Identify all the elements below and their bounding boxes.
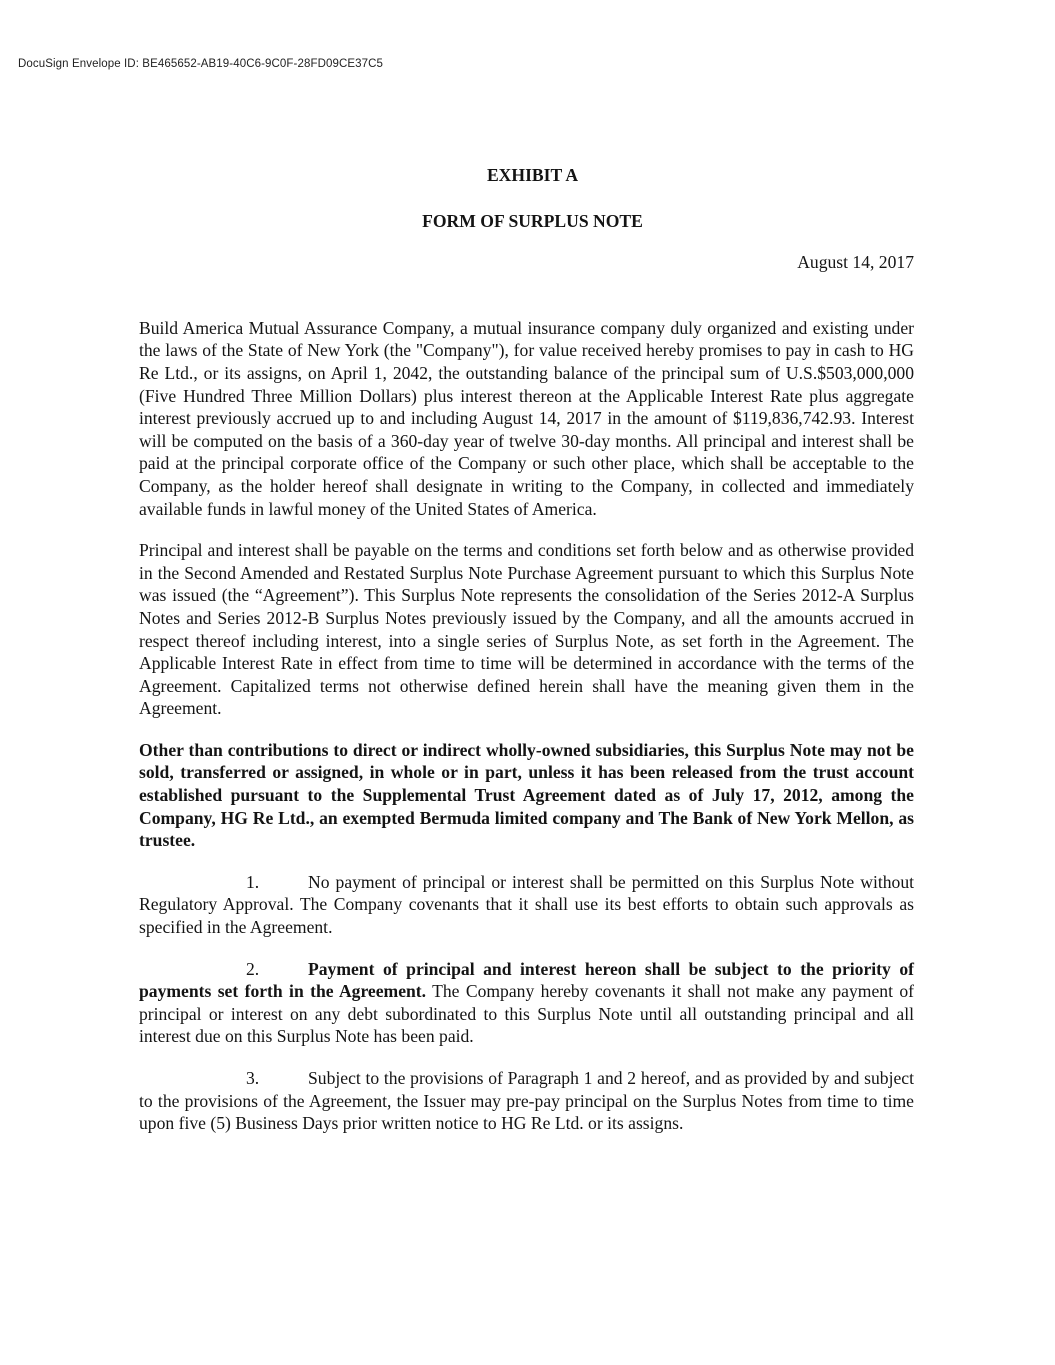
numbered-paragraph-text: No payment of principal or interest shall be permitted on this Surplus Note without Regulatory Approval. The Company covenants that it shall use its best efforts to obtain such approvals as specified in the Agreement. <box>139 871 914 938</box>
exhibit-title: EXHIBIT A <box>486 165 579 185</box>
numbered-paragraph-3 <box>139 1067 914 1135</box>
paragraph-number: 1. <box>246 871 260 892</box>
docusign-envelope-id: DocuSign Envelope ID: BE465652-AB19-40C6-9C0F-28FD09CE37C5 <box>18 58 384 70</box>
paragraph-transfer-restriction: Other than contributions to direct or indirect wholly-owned subsidiaries, this Surplus Note may not be sold, transferred or assigned, in whole or in part, unless it has been released from the trust account established pursuant to the Supplemental Trust Agreement dated as of July 17, 2012, among the Company, HG Re Ltd., an exempted Bermuda limited company and The Bank of New York Mellon, as trustee. <box>139 739 914 851</box>
document-date: August 14, 2017 <box>797 252 914 273</box>
paragraph-terms: Principal and interest shall be payable on the terms and conditions set forth below and as otherwise provided in the Second Amended and Restated Surplus Note Purchase Agreement pursuant to which this Surplus Note was issued (the “Agreement”). This Surplus Note represents the consolidation of the Series 2012-A Surplus Notes and Series 2012-B Surplus Notes previously issued by the Company, and all the amounts accrued in respect thereof including interest, into a single series of Surplus Note, as set forth in the Agreement. The Applicable Interest Rate in effect from time to time will be determined in accordance with the terms of the Agreement. Capitalized terms not otherwise defined herein shall have the meaning given them in the Agreement. <box>139 540 914 719</box>
document-body <box>139 164 914 1154</box>
numbered-paragraph-text: Subject to the provisions of Paragraph 1 and 2 hereof, and as provided by and subject to the provisions of the Agreement, the Issuer may pre-pay principal on the Surplus Notes from time to time upon five (5) Business Days prior written notice to HG Re Ltd. or its assigns. <box>139 1068 914 1134</box>
numbered-paragraph-bold-text: Payment of principal and interest hereon shall be subject to the priority of payments set forth in the Agreement. <box>139 958 914 1002</box>
form-title: FORM OF SURPLUS NOTE <box>422 210 643 231</box>
paragraph-promise-to-pay: Build America Mutual Assurance Company, a mutual insurance company duly organized and existing under the laws of the State of New York (the "Company"), for value received hereby promises to pay in cash to HG Re Ltd., or its assigns, on April 1, 2042, the outstanding balance of the principal sum of U.S.$503,000,000 (Five Hundred Three Million Dollars) plus interest thereon at the Applicable Interest Rate plus aggregate interest previously accrued up to and including August 14, 2017 in the amount of $119,836,742.93. Interest will be computed on the basis of a 360-day year of twelve 30-day months. All principal and interest shall be paid at the principal corporate office of the Company or such other place, which shall be acceptable to the Company, as the holder hereof shall designate in writing to the Company, in collected and immediately available funds in lawful money of the United States of America. <box>139 317 914 519</box>
numbered-paragraph-1 <box>139 871 914 939</box>
numbered-paragraph-2 <box>139 958 914 1048</box>
paragraph-number: 2. <box>246 958 260 979</box>
paragraph-number: 3. <box>246 1068 260 1088</box>
numbered-paragraph-text: The Company hereby covenants it shall not make any payment of principal or interest on any debt subordinated to this Surplus Note until all outstanding principal and all interest due on this Surplus Note has been paid. <box>139 981 914 1047</box>
